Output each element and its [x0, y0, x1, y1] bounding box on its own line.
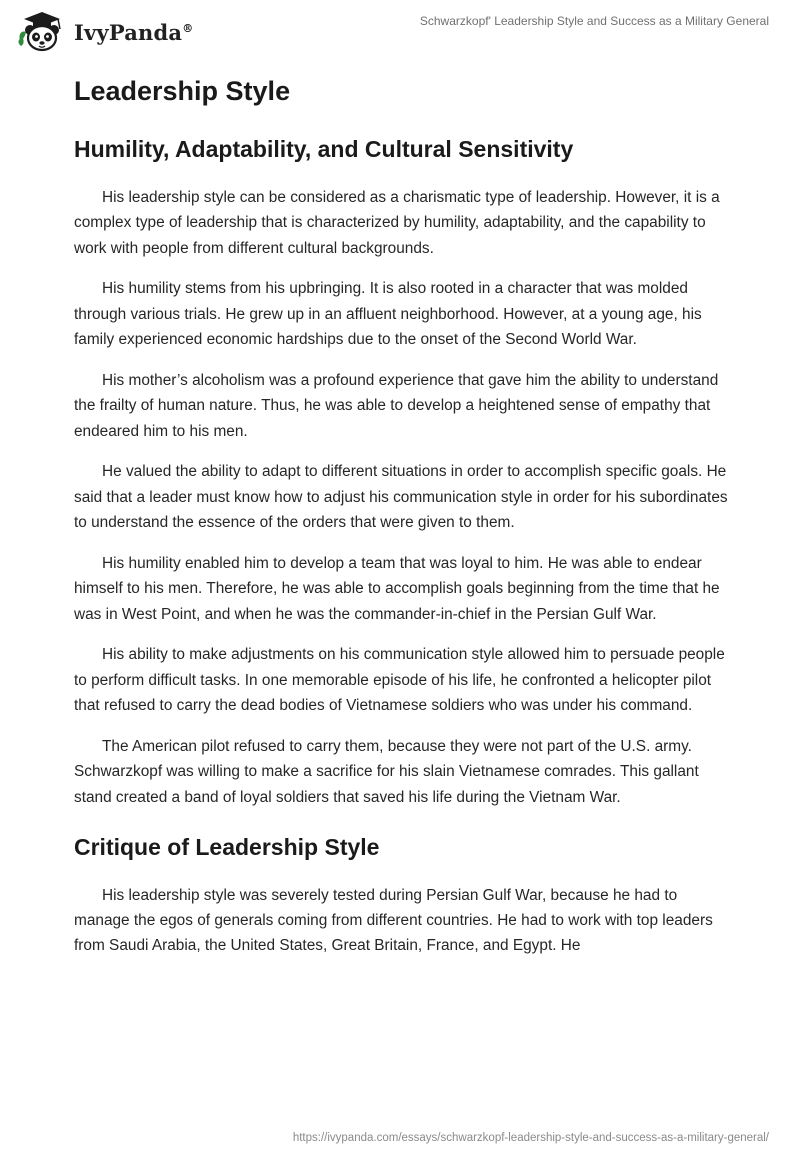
- paragraph: His leadership style can be considered as a charismatic type of leadership. However, it is a complex type of leadership that is characterized by humility, adaptability, and the capability to work with people from different cultural backgrounds.: [74, 189, 720, 257]
- article-content: [74, 72, 734, 959]
- paragraph: His ability to make adjustments on his communication style allowed him to persuade people to perform difficult tasks. In one memorable episode of his life, he confronted a helicopter pilot that refused to carry the dead bodies of Vietnamese soldiers who was under his command.: [74, 646, 725, 715]
- ivypanda-logo[interactable]: [16, 10, 193, 54]
- section-heading-humility: Humility, Adaptability, and Cultural Sensitivity: [74, 136, 574, 162]
- logo-wordmark: IvyPanda®: [74, 19, 194, 45]
- paragraph: His humility enabled him to develop a team that was loyal to him. He was able to endear himself to his men. Therefore, he was able to accomplish goals beginning from the time that he was in West Point, and when he was the commander-in-chief in the Persian Gulf War.: [74, 554, 720, 623]
- panda-logo-icon: [16, 10, 68, 54]
- paragraph: His mother’s alcoholism was a profound experience that gave him the ability to understand the frailty of human nature. Thus, he was able to develop a heightened sense of empathy that endeared him to his men.: [74, 371, 719, 440]
- paragraph: The American pilot refused to carry them, because they were not part of the U.S. army. Schwarzkopf was willing to make a sacrifice for his slain Vietnamese comrades. This gallant stand created a band of loyal soldiers that saved his life during the Vietnam War.: [74, 737, 699, 806]
- paragraph: He valued the ability to adapt to different situations in order to accomplish specific goals. He said that a leader must know how to adjust his communication style in order for his subordinates to understand the essence of the orders that were given to them.: [74, 463, 728, 532]
- section-heading-critique: Critique of Leadership Style: [74, 833, 380, 860]
- page-header: [0, 0, 800, 64]
- source-url[interactable]: https://ivypanda.com/essays/schwarzkopf-leadership-style-and-success-as-a-military-general/: [292, 1132, 769, 1144]
- document-title: Schwarzkopf' Leadership Style and Success as a Military General: [419, 14, 769, 28]
- paragraph: His leadership style was severely tested during Persian Gulf War, because he had to manage the egos of generals coming from different countries. He had to work with top leaders from Saudi Arabia, the United States, Great Britain, France, and Egypt. He: [74, 886, 713, 955]
- paragraph: His humility stems from his upbringing. It is also rooted in a character that was molded through various trials. He grew up in an affluent neighborhood. However, at a young age, his family experienced economic hardships due to the onset of the Second World War.: [74, 280, 702, 349]
- page-title: Leadership Style: [74, 76, 291, 106]
